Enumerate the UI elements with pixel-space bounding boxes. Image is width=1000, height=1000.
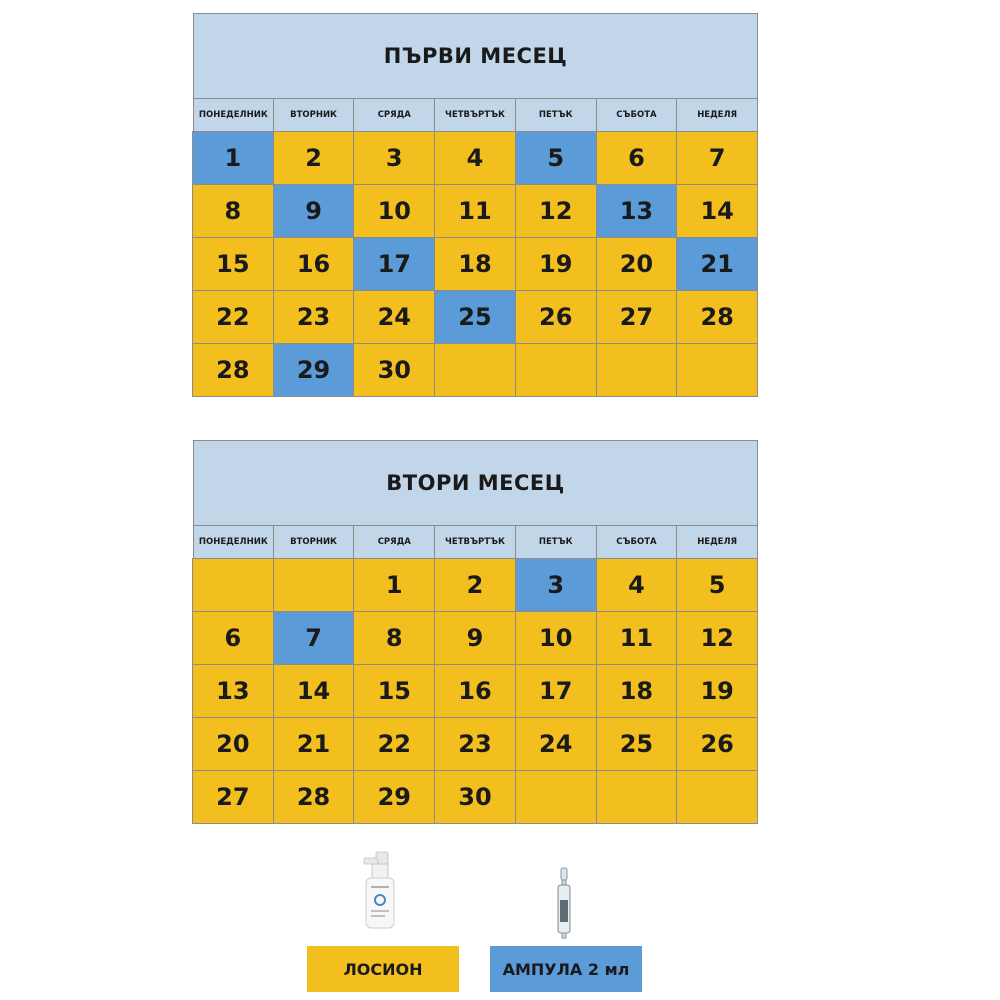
day-cell: 4 [434, 131, 516, 185]
legend-ampule: АМПУЛА 2 мл [490, 946, 642, 992]
day-cell: 23 [273, 290, 355, 344]
weekday-header: ЧЕТВЪРТЪК [434, 98, 516, 132]
day-cell: 10 [515, 611, 597, 665]
day-cell: 13 [192, 664, 274, 718]
day-cell: 14 [676, 184, 758, 238]
day-cell: 24 [515, 717, 597, 771]
day-cell: 4 [596, 558, 678, 612]
day-cell: 6 [596, 131, 678, 185]
legend-lotion: ЛОСИОН [307, 946, 459, 992]
day-cell: 28 [192, 343, 274, 397]
day-cell [596, 770, 678, 824]
day-cell: 5 [515, 131, 597, 185]
day-cell: 2 [434, 558, 516, 612]
weekday-header: ВТОРНИК [273, 525, 355, 559]
day-cell: 5 [676, 558, 758, 612]
day-cell [676, 343, 758, 397]
day-cell: 9 [434, 611, 516, 665]
ampule-icon [552, 866, 576, 940]
weekday-header: НЕДЕЛЯ [676, 525, 758, 559]
weekday-header: СРЯДА [353, 98, 435, 132]
day-cell: 21 [676, 237, 758, 291]
weekday-header: ПОНЕДЕЛНИК [193, 98, 274, 132]
day-cell: 10 [353, 184, 435, 238]
month-title: ПЪРВИ МЕСЕЦ [193, 13, 758, 99]
calendar-grid [193, 99, 758, 397]
day-cell: 26 [515, 290, 597, 344]
day-cell: 3 [515, 558, 597, 612]
day-cell: 14 [273, 664, 355, 718]
day-cell: 23 [434, 717, 516, 771]
day-cell: 21 [273, 717, 355, 771]
month-title: ВТОРИ МЕСЕЦ [193, 440, 758, 526]
weekday-header: ЧЕТВЪРТЪК [434, 525, 516, 559]
day-cell: 11 [434, 184, 516, 238]
day-cell: 2 [273, 131, 355, 185]
day-cell: 3 [353, 131, 435, 185]
day-cell: 12 [515, 184, 597, 238]
day-cell: 6 [192, 611, 274, 665]
day-cell: 7 [676, 131, 758, 185]
day-cell [596, 343, 678, 397]
day-cell: 22 [192, 290, 274, 344]
day-cell [434, 343, 516, 397]
day-cell [273, 558, 355, 612]
weekday-header: СЪБОТА [596, 98, 678, 132]
day-cell: 17 [353, 237, 435, 291]
weekday-header: НЕДЕЛЯ [676, 98, 758, 132]
day-cell: 30 [353, 343, 435, 397]
day-cell: 28 [676, 290, 758, 344]
weekday-header: ПЕТЪК [515, 98, 597, 132]
day-cell: 1 [192, 131, 274, 185]
day-cell: 29 [273, 343, 355, 397]
day-cell: 20 [192, 717, 274, 771]
day-cell: 12 [676, 611, 758, 665]
day-cell: 24 [353, 290, 435, 344]
day-cell: 18 [596, 664, 678, 718]
day-cell: 18 [434, 237, 516, 291]
day-cell: 11 [596, 611, 678, 665]
weekday-header: СЪБОТА [596, 525, 678, 559]
day-cell [192, 558, 274, 612]
lotion-bottle-icon [356, 848, 400, 932]
day-cell: 20 [596, 237, 678, 291]
day-cell: 29 [353, 770, 435, 824]
day-cell: 27 [596, 290, 678, 344]
day-cell: 9 [273, 184, 355, 238]
weekday-header: ПОНЕДЕЛНИК [193, 525, 274, 559]
day-cell: 22 [353, 717, 435, 771]
day-cell: 15 [353, 664, 435, 718]
day-cell: 17 [515, 664, 597, 718]
day-cell: 19 [515, 237, 597, 291]
day-cell: 16 [273, 237, 355, 291]
calendar-month-1 [193, 13, 758, 397]
day-cell: 30 [434, 770, 516, 824]
day-cell: 1 [353, 558, 435, 612]
calendar-grid [193, 526, 758, 824]
day-cell [515, 770, 597, 824]
day-cell: 25 [434, 290, 516, 344]
day-cell [515, 343, 597, 397]
weekday-header: СРЯДА [353, 525, 435, 559]
day-cell: 15 [192, 237, 274, 291]
day-cell: 7 [273, 611, 355, 665]
day-cell [676, 770, 758, 824]
day-cell: 25 [596, 717, 678, 771]
day-cell: 26 [676, 717, 758, 771]
day-cell: 8 [353, 611, 435, 665]
day-cell: 13 [596, 184, 678, 238]
day-cell: 16 [434, 664, 516, 718]
day-cell: 8 [192, 184, 274, 238]
weekday-header: ВТОРНИК [273, 98, 355, 132]
day-cell: 28 [273, 770, 355, 824]
weekday-header: ПЕТЪК [515, 525, 597, 559]
day-cell: 27 [192, 770, 274, 824]
calendar-month-2 [193, 440, 758, 824]
day-cell: 19 [676, 664, 758, 718]
